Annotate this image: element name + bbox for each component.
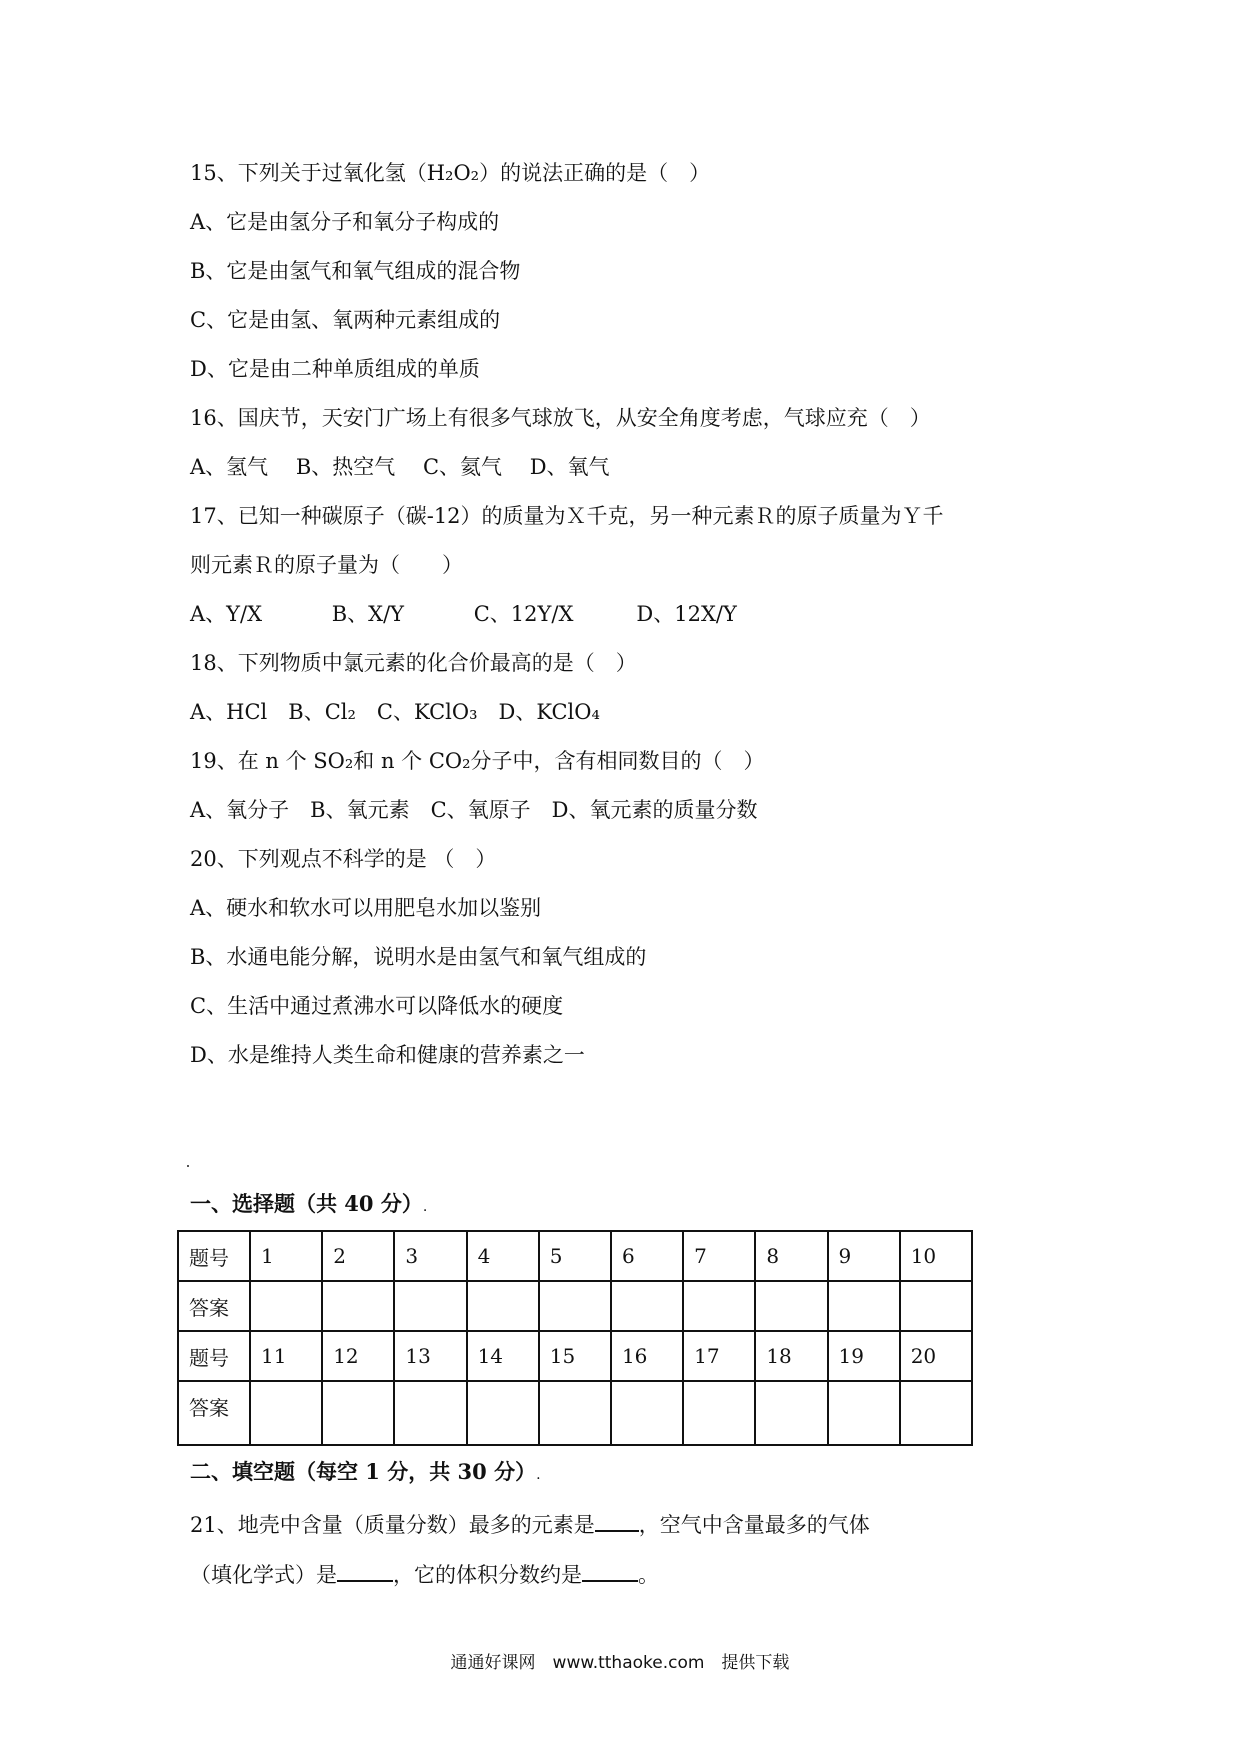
answer-cell (394, 1281, 466, 1331)
answer-table-answer-row-1 (178, 1281, 972, 1331)
answer-cell (900, 1281, 972, 1331)
question-number-cell: 2 (322, 1231, 394, 1281)
answer-table-number-row-1 (178, 1231, 972, 1281)
question-15-option-b: B、它是由氢气和氧气组成的混合物 (190, 259, 521, 283)
question-number-cell: 1 (250, 1231, 322, 1281)
answer-cell (467, 1381, 539, 1445)
question-number-cell: 10 (900, 1231, 972, 1281)
question-21-text-5: 。 (638, 1563, 659, 1587)
question-18-options: A、HCl B、Cl₂ C、KClO₃ D、KClO₄ (190, 700, 600, 724)
question-number-cell: 9 (828, 1231, 900, 1281)
answer-blank-1[interactable] (595, 1510, 639, 1532)
section-2-title-text: 二、填空题（每空 1 分，共 30 分） (190, 1459, 537, 1484)
question-number-cell: 17 (683, 1331, 755, 1381)
row-label-answer: 答案 (178, 1381, 250, 1445)
question-15-option-c: C、它是由氢、氧两种元素组成的 (190, 308, 501, 332)
answer-cell (900, 1381, 972, 1445)
section-1-title-text: 一、选择题（共 40 分） (190, 1191, 423, 1216)
section-2-title (190, 1458, 541, 1489)
stray-dot (187, 1165, 189, 1167)
question-21-text-3: （填化学式）是 (190, 1563, 337, 1587)
question-20-option-b: B、水通电能分解，说明水是由氢气和氧气组成的 (190, 945, 647, 969)
answer-cell (250, 1281, 322, 1331)
question-number-cell: 13 (394, 1331, 466, 1381)
question-number-cell: 12 (322, 1331, 394, 1381)
footer-credit: 通通好课网 www.tthaoke.com 提供下载 (450, 1653, 790, 1673)
answer-table-number-row-2 (178, 1331, 972, 1381)
section-1-title (190, 1190, 427, 1221)
answer-cell (394, 1381, 466, 1445)
question-20-stem: 20、下列观点不科学的是 （ ） (190, 847, 497, 871)
answer-cell (683, 1381, 755, 1445)
answer-blank-2[interactable] (337, 1560, 393, 1582)
question-21-text-4: ，它的体积分数约是 (393, 1563, 582, 1587)
answer-cell (539, 1381, 611, 1445)
row-label-number: 题号 (178, 1231, 250, 1281)
answer-cell (683, 1281, 755, 1331)
question-20-option-d: D、水是维持人类生命和健康的营养素之一 (190, 1043, 585, 1067)
question-number-cell: 3 (394, 1231, 466, 1281)
answer-cell (467, 1281, 539, 1331)
answer-cell (755, 1281, 827, 1331)
question-number-cell: 7 (683, 1231, 755, 1281)
question-number-cell: 15 (539, 1331, 611, 1381)
question-17-options: A、Y/X B、X/Y C、12Y/X D、12X/Y (190, 602, 737, 626)
answer-cell (755, 1381, 827, 1445)
question-21-line-2 (190, 1560, 659, 1589)
question-15-option-a: A、它是由氢分子和氧分子构成的 (190, 210, 500, 234)
section-2-mark: . (536, 1467, 541, 1483)
question-16-options: A、氢气 B、热空气 C、氦气 D、氧气 (190, 455, 610, 479)
question-21-text-1: 21、地壳中含量（质量分数）最多的元素是 (190, 1513, 595, 1537)
answer-cell (322, 1381, 394, 1445)
question-15-stem: 15、下列关于过氧化氢（H₂O₂）的说法正确的是（ ） (190, 161, 711, 185)
question-21-line-1 (190, 1510, 870, 1539)
row-label-answer: 答案 (178, 1281, 250, 1331)
question-17-stem: 17、已知一种碳原子（碳-12）的质量为Ｘ千克，另一种元素Ｒ的原子质量为Ｙ千 (190, 504, 944, 528)
answer-cell (828, 1281, 900, 1331)
question-number-cell: 5 (539, 1231, 611, 1281)
answer-cell (322, 1281, 394, 1331)
question-16-stem: 16、国庆节，天安门广场上有很多气球放飞，从安全角度考虑，气球应充（ ） (190, 406, 931, 430)
answer-cell (828, 1381, 900, 1445)
answer-table-answer-row-2 (178, 1381, 972, 1445)
answer-cell (539, 1281, 611, 1331)
question-17-stem-continued: 则元素Ｒ的原子量为（ ） (190, 553, 463, 577)
answer-cell (250, 1381, 322, 1445)
question-21-text-2: ，空气中含量最多的气体 (638, 1513, 870, 1537)
question-number-cell: 16 (611, 1331, 683, 1381)
question-number-cell: 4 (467, 1231, 539, 1281)
question-number-cell: 14 (467, 1331, 539, 1381)
question-number-cell: 6 (611, 1231, 683, 1281)
section-1-mark: . (422, 1199, 428, 1215)
answer-table (177, 1230, 973, 1446)
question-19-stem: 19、在 n 个 SO₂和 n 个 CO₂分子中，含有相同数目的（ ） (190, 749, 765, 773)
answer-cell (611, 1381, 683, 1445)
question-number-cell: 19 (828, 1331, 900, 1381)
question-number-cell: 8 (755, 1231, 827, 1281)
answer-blank-3[interactable] (582, 1560, 638, 1582)
question-number-cell: 20 (900, 1331, 972, 1381)
question-20-option-c: C、生活中通过煮沸水可以降低水的硬度 (190, 994, 564, 1018)
question-15-option-d: D、它是由二种单质组成的单质 (190, 357, 480, 381)
question-18-stem: 18、下列物质中氯元素的化合价最高的是（ ） (190, 651, 637, 675)
question-number-cell: 18 (755, 1331, 827, 1381)
answer-cell (611, 1281, 683, 1331)
question-20-option-a: A、硬水和软水可以用肥皂水加以鉴别 (190, 896, 542, 920)
row-label-number: 题号 (178, 1331, 250, 1381)
question-number-cell: 11 (250, 1331, 322, 1381)
question-19-options: A、氧分子 B、氧元素 C、氧原子 D、氧元素的质量分数 (190, 798, 758, 822)
